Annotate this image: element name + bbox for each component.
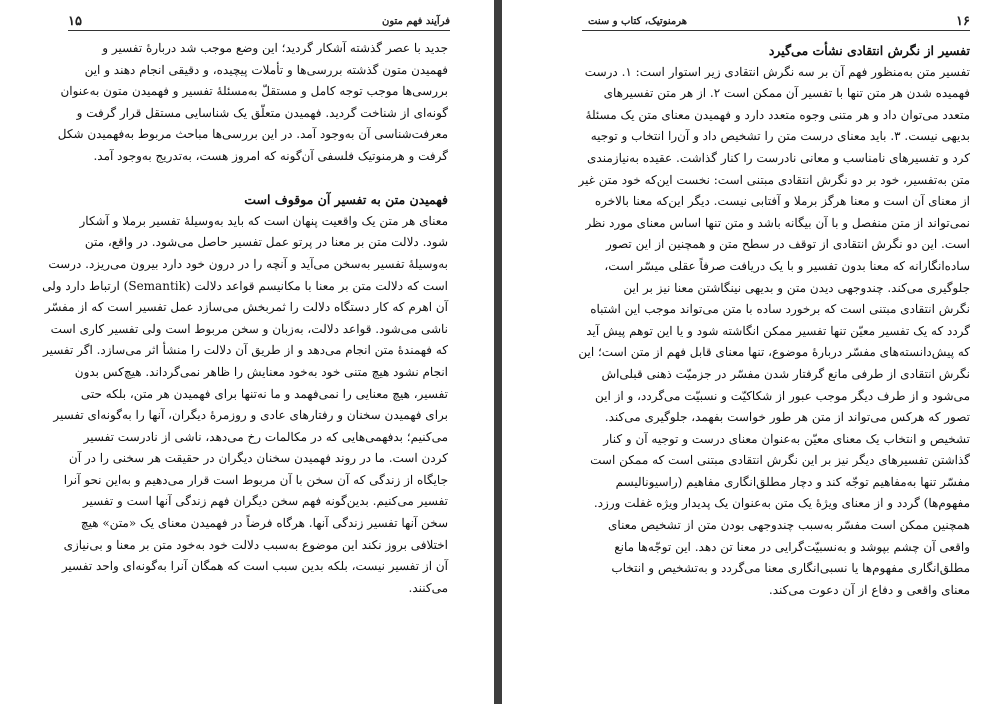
text-line: نگرش انتقادی از طرفی مانع گرفتار شدن مفسّر در جزمیّت ذهنی قبلی‌اش [601,366,970,381]
text-line: تفسیر، هیچ معنایی را نمی‌فهمد و ما نه‌تنها برای فهمیدن هر متن، بلکه حتی [80,386,448,401]
text-line: که پیش‌دانسته‌های مفسّر دربارهٔ موضوع، تنها معنای قابل فهم از متن است؛ این [578,345,970,360]
paragraph [578,62,970,602]
paragraph-gap [70,168,448,190]
text-line: به‌وسیلهٔ تفسیر به‌سخن می‌آید و آنچه را در درون خود دارد بیرون می‌ریزد. درست [48,256,448,271]
text-line: گرفت و هرمنوتیک فلسفی آن‌گونه که امروز هست، به‌تدریج به‌وجود آمد. [93,148,448,163]
text-line: ناشی می‌شود. قواعد دلالت، به‌زبان و سخن مربوط است ولی تفسیر کاری است [50,321,448,336]
text-line: معرفت‌شناسی آن به‌وجود آمد. در این بررسی‌ها مباحث مربوط به‌فهمیدن شکل [57,127,448,142]
text-line: کرد و تفسیرهای نامناسب و معانی نادرست را کنار گذاشت. عقیده به‌نیازمندی [587,150,970,165]
running-title: هرمنوتیک، کتاب و سنت [588,16,688,27]
page-body [42,38,448,599]
text-line: مطلق‌انگاری مفهوم‌ها یا نسبی‌انگاری معنا می‌گردد و به‌تشخیص و انتخاب [611,561,970,576]
text-line: فهمیدن متون گذشته بررسی‌ها و تأملات پیچیده، و دقیقی انجام دهند و این [84,62,448,77]
text-line: تصور که هرکس می‌تواند از متن هر طور خواست بفهمد، جلوگیری می‌کند. [604,410,970,425]
text-line: مفسّر تنها به‌مفاهیم توجّه کند و دچار مطلق‌انگاری مفاهیم (راسیونالیسم [615,474,970,489]
text-line: گردد که یک تفسیر معیّن تنها تفسیر ممکن انگاشته شود و یا این توهم پیش آید [586,323,970,338]
text-line: معنای هر متن یک واقعیت پنهان است که باید به‌وسیلهٔ تفسیر برملا و آشکار [79,213,448,228]
text-line: نگرش انتقادی مبتنی است که برخورد ساده با متن می‌تواند موجب این اشتباه [590,302,970,317]
text-line: از معنای آن است و معنا هرگز برملا و آفتابی نیست. دیگر این‌که معنا بالاخره [594,194,970,209]
text-line: فهمیده‌ شدن هر متن تنها با تفسیر آن ممکن است ۲. از هر متن تفسیرهای [603,86,970,101]
running-title: فرآیند فهم متون [381,16,450,27]
text-line: کردن است. ما در روند فهمیدن سخنان دیگران در حقیقت هر سخنی را در آن [68,451,448,466]
text-line: گونه‌ای از شناخت گردید. فهمیدن متعلّق یک شناسایی مستقل قرار گرفت و [76,105,448,120]
book-gutter [494,0,502,704]
paragraph [57,38,448,168]
text-line: ساده‌انگارانه که معنا بدون تفسیر و با یک دریافت صرفاً عقلی میسّر است، [604,258,970,273]
left-page [0,0,494,704]
text-line: متعدد می‌توان داد و هر متنی وجوه متعدد دارد و فهمیدن معنای متن یک مسئلهٔ [585,107,970,122]
text-line: جدید با عصر گذشته آشکار گردید؛ این وضع موجب شد دربارهٔ تفسیر و [102,41,448,55]
section-heading: تفسیر از نگرش انتقادی نشأت می‌گیرد [768,43,970,58]
text-line: تفسیر می‌کنیم. بدین‌گونه فهم سخن دیگران فهم زندگی آنها است و تفسیر [82,494,448,509]
text-line: که فهمنده‌ٔ متن انجام می‌دهد و از طریق آن دلالت را منشأ اثر می‌سازد. اگر تفسیر [42,343,448,358]
text-line: بررسی‌ها موجب توجه کامل و مستقلّ به‌مسئلهٔ تفسیر و فهمیدن متون به‌عنوان [60,84,448,99]
text-line: واقعی آن چشم بپوشد و به‌نسبیّت‌گرایی در معنا تن دهد. این توجّه‌ها مانع [614,539,970,554]
page-body [578,40,970,601]
page-header [582,10,970,32]
text-line: است. این دو نگرش انتقادی از توقف در سطح متن و همچنین از این تصور [606,237,970,252]
text-line: آن اهرم که کار دستگاه دلالت را ثمربخش می‌سازد عمل تفسیر است که از مفسّر [44,300,448,315]
text-line: متن به‌تفسیر، خود بر دو نگرش انتقادی مبتنی است: نخست این‌که خود متن غیر [578,172,970,187]
text-line: شود. دلالت متن بر معنا در پرتو عمل تفسیر حاصل می‌شود. در واقع، متن [84,235,448,250]
text-line: تشخیص و انتخاب یک معنای معیّن به‌عنوان معنای درست و توجیه آن و کنار [603,431,970,446]
text-line: می‌کنیم؛ بدفهمی‌هایی که در مکالمات رخ می‌دهد، ناشی از نادرست تفسیر [83,429,448,444]
page-number: ۱۶ [956,14,970,29]
text-line: بدیهی نیست. ۳. باید معنای درست متن را تشخیص داد و آن‌را انتخاب و توجیه [590,129,970,144]
text-line: معنای واقعی و دفاع از آن دعوت می‌کند. [768,582,970,597]
text-line: برای فهمیدن سخنان و رفتارهای عادی و روزمرهٔ دیگران، آنها را به‌گونه‌ای تفسیر [53,408,448,423]
header-rule [582,30,970,31]
paragraph [42,211,448,600]
text-line: جایگاه از زندگی که آن سخن با آن مربوط است قرار می‌دهیم و به‌این نحو آنرا [63,472,448,487]
right-page [502,0,996,704]
text-line: جلوگیری می‌کند. چندوجهی دیدن متن و بدیهی نینگاشتن معنا نیز بر این [623,280,970,295]
text-line: سخن آنها تفسیر زندگی آنها. هرگاه فرضاً در فهمیدن معنای یک «متن» هیچ [80,516,448,531]
text-line: می‌کنند. [408,580,448,595]
text-line: مفهوم‌ها) گردد و از معنای ویژهٔ یک متن به‌عنوان یک پدیدار ویژه غفلت ورزد. [593,496,970,511]
section-heading: فهمیدن متن به تفسیر آن موقوف است [244,192,448,208]
page-number: ۱۵ [68,14,82,29]
text-line: نمی‌تواند از متن منفصل و با آن بیگانه باشد و متن تنها اساس معنای مورد نظر [585,215,970,230]
text-line: است که دلالت متن بر معنا با مکانیسم قواعد دلالت (Semantik) ارتباط دارد ولی [42,278,448,293]
text-line: اختلافی بروز نکند این موضوع به‌سبب دلالت خود به‌خود متن بر معنا و بی‌نیازی [63,537,448,552]
text-line: می‌شود و از طرف دیگر موجب عبور از شکاکیّت و نسبیّت می‌گردد، و از این [594,388,970,403]
text-line: گذاشتن تفسیرهای دیگر نیز بر این نگرش انتقادی مبتنی است که ممکن است [590,453,970,468]
page-header [68,10,450,32]
text-line: تفسیر متن به‌منظور فهم آن بر سه نگرش انتقادی زیر استوار است: ۱. درست [584,64,970,79]
text-line: آن از تفسیر نیست، بلکه بدین سبب است که همگان آنرا به‌گونه‌ای واحد تفسیر [61,559,448,574]
text-line: همچنین ممکن است مفسّر به‌سبب چندوجهی بودن متن از تشخیص معنای [608,518,970,533]
text-line: انجام نشود هیچ متنی خود به‌خود معنایش را ظاهر نمی‌گرداند. هیچ‌کس بدون [74,364,448,379]
header-rule [68,30,450,31]
